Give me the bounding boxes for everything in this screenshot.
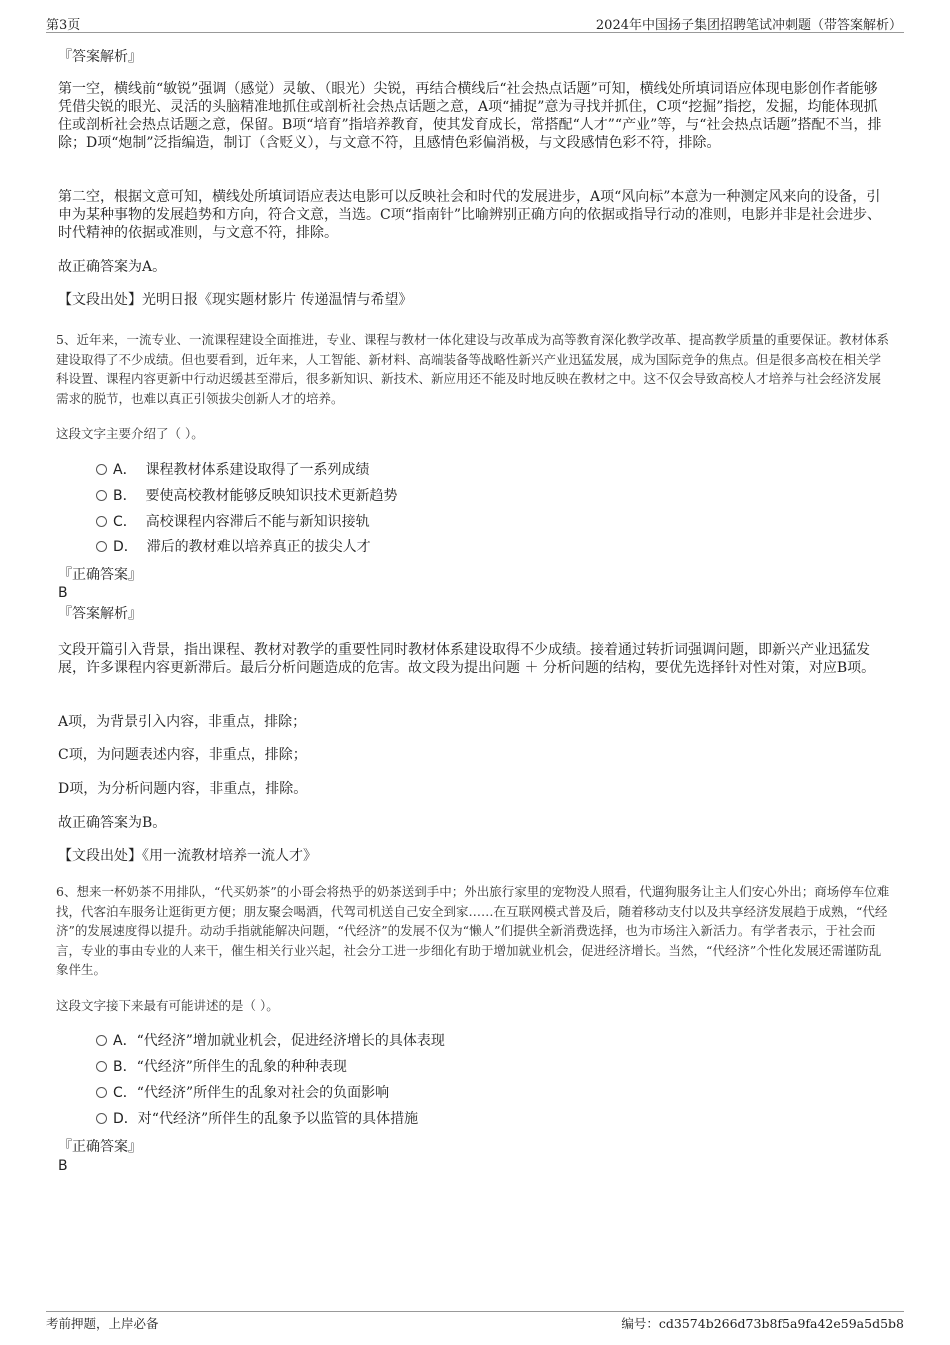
q5-source: 【文段出处】《用一流教材培养一流人才》 xyxy=(58,848,317,864)
q4-analysis-paragraph-2: 第二空，根据文意可知，横线处所填词语应表达电影可以反映社会和时代的发展进步，A项“风向标”本意为一种测定风来向的设备，引申为某种事物的发展趋势和方向，符合文意，当选。C项“指南针”比喻辨别正确方向的依据或指导行动的准则，电影并非是社会进步、时代精神的依据或准则，与文意不符，排除。 xyxy=(58,189,882,241)
q5-conclusion: 故正确答案为B。 xyxy=(58,815,167,831)
q5-analysis-label: 『答案解析』 xyxy=(58,606,142,622)
q6-option-d[interactable]: D．对“代经济”所伴生的乱象予以监管的具体措施 xyxy=(96,1110,418,1128)
radio-icon[interactable] xyxy=(96,1113,107,1124)
q5-analysis-option-d: D项，为分析问题内容，非重点，排除。 xyxy=(58,781,308,797)
q5-analysis-option-c: C项，为问题表述内容，非重点，排除； xyxy=(58,747,307,763)
q5-answer-label: 『正确答案』 xyxy=(58,567,142,583)
document-title: 2024年中国扬子集团招聘笔试冲刺题（带答案解析） xyxy=(595,18,902,33)
header-divider xyxy=(46,32,904,33)
radio-icon[interactable] xyxy=(96,516,107,527)
radio-icon[interactable] xyxy=(96,490,107,501)
radio-icon[interactable] xyxy=(96,541,107,552)
q5-option-d[interactable]: D． 滞后的教材难以培养真正的拔尖人才 xyxy=(96,538,371,556)
q6-answer: B xyxy=(58,1158,68,1174)
q5-option-b[interactable]: B． 要使高校教材能够反映知识技术更新趋势 xyxy=(96,487,398,505)
document-id: 编号：cd3574b266d73b8f5a9fa42e59a5d5b8 xyxy=(621,1316,904,1331)
q4-conclusion: 故正确答案为A。 xyxy=(58,259,167,275)
q6-option-c[interactable]: C．“代经济”所伴生的乱象对社会的负面影响 xyxy=(96,1084,389,1102)
q4-analysis-label: 『答案解析』 xyxy=(58,49,142,65)
q6-passage: 6、想来一杯奶茶不用排队，“代买奶茶”的小哥会将热乎的奶茶送到手中；外出旅行家里的宠物没人照看，代遛狗服务让主人们安心外出；商场停车位难找，代客泊车服务让逛街更方便；朋友聚会喝酒，代驾司机送自己安全到家……在互联网模式普及后，随着移动支付以及共享经济发展趋于成熟，“代经济”的发展速度得以提升。动动手指就能解决问题，“代经济”的发展不仅为“懒人”们提供全新消费选择，也为市场注入新活力。有学者表示，于社会而言，专业的事由专业的人来干，催生相关行业兴起，社会分工进一步细化有助于增加就业机会，促进经济增长。当然，“代经济”个性化发展还需谨防乱象伴生。 xyxy=(56,884,890,977)
q5-passage: 5、近年来，一流专业、一流课程建设全面推进，专业、课程与教材一体化建设与改革成为高等教育深化教学改革、提高教学质量的重要保证。教材体系建设取得了不少成绩。但也要看到，近年来，人工智能、新材料、高端装备等战略性新兴产业迅猛发展，成为国际竞争的焦点。但是很多高校在相关学科设置、课程内容更新中行动迟缓甚至滞后，很多新知识、新技术、新应用还不能及时地反映在教材之中。这不仅会导致高校人才培养与社会经济发展需求的脱节，也难以真正引领拔尖创新人才的培养。 xyxy=(56,332,889,406)
radio-icon[interactable] xyxy=(96,1035,107,1046)
footer-divider xyxy=(46,1311,904,1312)
q6-answer-label: 『正确答案』 xyxy=(58,1139,142,1155)
footer-slogan: 考前押题，上岸必备 xyxy=(46,1316,159,1331)
q5-answer: B xyxy=(58,585,68,601)
q6-option-a[interactable]: A．“代经济”增加就业机会，促进经济增长的具体表现 xyxy=(96,1032,445,1050)
page-number: 第3页 xyxy=(46,18,81,33)
q5-stem: 这段文字主要介绍了（ ）。 xyxy=(56,426,204,441)
q6-option-b[interactable]: B．“代经济”所伴生的乱象的种种表现 xyxy=(96,1058,347,1076)
q6-stem: 这段文字接下来最有可能讲述的是（ ）。 xyxy=(56,998,279,1013)
q5-option-a[interactable]: A． 课程教材体系建设取得了一系列成绩 xyxy=(96,461,369,479)
q4-source: 【文段出处】光明日报《现实题材影片 传递温情与希望》 xyxy=(58,292,413,308)
radio-icon[interactable] xyxy=(96,1061,107,1072)
radio-icon[interactable] xyxy=(96,464,107,475)
q5-option-c[interactable]: C． 高校课程内容滞后不能与新知识接轨 xyxy=(96,513,370,531)
q4-analysis-paragraph-1: 第一空，横线前“敏锐”强调（感觉）灵敏、（眼光）尖锐，再结合横线后“社会热点话题”可知，横线处所填词语应体现电影创作者能够凭借尖锐的眼光、灵活的头脑精准地抓住或剖析社会热点话题之意，A项“捕捉”意为寻找并抓住，C项“挖掘”指挖，发掘，均能体现抓住或剖析社会热点话题之意，保留。B项“培育”指培养教育，使其发育成长，常搭配“人才”“产业”等，与“社会热点话题”搭配不当，排除；D项“炮制”泛指编造，制订（含贬义），与文意不符，且感情色彩偏消极，与文段感情色彩不符，排除。 xyxy=(58,81,882,151)
radio-icon[interactable] xyxy=(96,1087,107,1098)
q5-analysis-option-a: A项，为背景引入内容，非重点，排除； xyxy=(58,714,307,730)
q5-analysis-paragraph-1: 文段开篇引入背景，指出课程、教材对教学的重要性同时教材体系建设取得不少成绩。接着通过转折词强调问题，即新兴产业迅猛发展，许多课程内容更新滞后。最后分析问题造成的危害。故文段为提出问题 ＋ 分析问题的结构，要优先选择针对性对策，对应B项。 xyxy=(58,642,876,676)
